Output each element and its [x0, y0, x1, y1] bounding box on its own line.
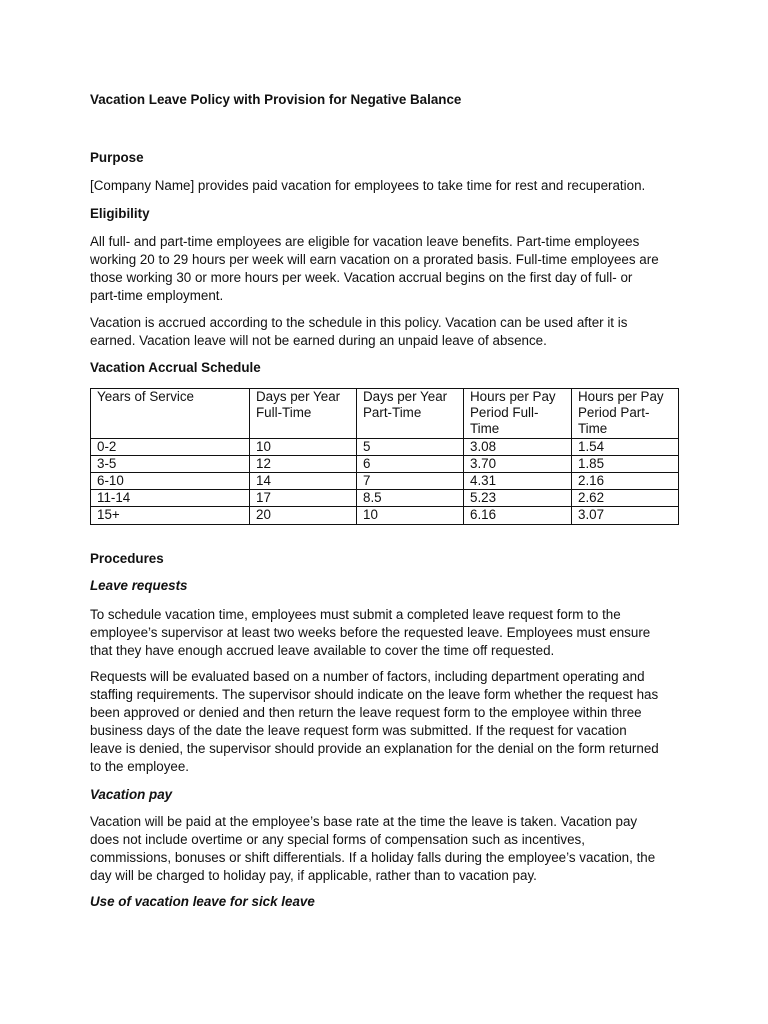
- table-row: [91, 438, 679, 455]
- table-cell: 0-2: [91, 438, 250, 455]
- table-cell: 8.5: [357, 490, 464, 507]
- text-line: business days of the date the leave request form was submitted. If the request for vacation: [90, 723, 627, 739]
- table-cell: 1.85: [572, 455, 679, 472]
- text-line: that they have enough accrued leave available to cover the time off requested.: [90, 643, 555, 659]
- header-line: Years of Service: [97, 389, 195, 404]
- table-cell: 11-14: [91, 490, 250, 507]
- table-cell: 4.31: [464, 473, 572, 490]
- text-line: to the employee.: [90, 759, 190, 775]
- text-line: [Company Name] provides paid vacation for employees to take time for rest and recuperation.: [90, 178, 646, 193]
- table-cell: 7: [357, 473, 464, 490]
- column-header-days-part-time: [357, 389, 464, 439]
- procedures-heading: Procedures: [90, 551, 164, 566]
- eligibility-paragraph-2: [90, 314, 680, 350]
- table-cell: 2.16: [572, 473, 679, 490]
- header-line: Time: [470, 421, 500, 437]
- column-header-hours-part-time: [572, 389, 679, 439]
- header-line: Period Part-: [578, 405, 650, 421]
- purpose-heading: Purpose: [90, 150, 144, 165]
- leave-requests-paragraph-1: [90, 606, 680, 660]
- column-header-hours-full-time: [464, 389, 572, 439]
- table-cell: 17: [250, 490, 357, 507]
- table-cell: 6-10: [91, 473, 250, 490]
- vacation-pay-subheading: Vacation pay: [90, 787, 173, 802]
- table-row: [91, 507, 679, 524]
- text-line: been approved or denied and then return the leave request form to the employee within three: [90, 705, 642, 721]
- text-line: commissions, bonuses or shift differentials. If a holiday falls during the employee’s vacation, the: [90, 850, 656, 866]
- table-cell: 2.62: [572, 490, 679, 507]
- text-line: All full- and part-time employees are eligible for vacation leave benefits. Part-time employees: [90, 234, 640, 249]
- column-header-years: [91, 389, 250, 439]
- header-line: Full-Time: [256, 405, 312, 421]
- header-line: Hours per Pay: [470, 389, 556, 404]
- purpose-text: [90, 177, 680, 195]
- header-line: Days per Year: [256, 389, 341, 404]
- table-cell: 10: [250, 438, 357, 455]
- table-row: [91, 490, 679, 507]
- text-line: working 20 to 29 hours per week will earn vacation on a prorated basis. Full-time employees are: [90, 252, 659, 268]
- table-cell: 1.54: [572, 438, 679, 455]
- table-cell: 5: [357, 438, 464, 455]
- accrual-schedule-table: [90, 388, 679, 525]
- text-line: part-time employment.: [90, 288, 224, 304]
- document-title: Vacation Leave Policy with Provision for Negative Balance: [90, 92, 462, 107]
- table-cell: 15+: [91, 507, 250, 524]
- text-line: day will be charged to holiday pay, if applicable, rather than to vacation pay.: [90, 868, 537, 884]
- table-cell: 6: [357, 455, 464, 472]
- text-line: Vacation will be paid at the employee’s base rate at the time the leave is taken. Vacation pay: [90, 814, 638, 829]
- table-cell: 6.16: [464, 507, 572, 524]
- text-line: earned. Vacation leave will not be earned during an unpaid leave of absence.: [90, 333, 547, 349]
- text-line: To schedule vacation time, employees must submit a completed leave request form to the: [90, 607, 621, 622]
- leave-requests-subheading: Leave requests: [90, 578, 188, 593]
- text-line: employee’s supervisor at least two weeks before the requested leave. Employees must ensure: [90, 625, 651, 641]
- text-line: those working 30 or more hours per week. Vacation accrual begins on the first day of full- or: [90, 270, 633, 286]
- table-cell: 3-5: [91, 455, 250, 472]
- table-cell: 3.08: [464, 438, 572, 455]
- vacation-pay-paragraph: [90, 813, 680, 885]
- eligibility-heading: Eligibility: [90, 206, 150, 221]
- accrual-schedule-heading: Vacation Accrual Schedule: [90, 360, 261, 375]
- header-line: Days per Year: [363, 389, 448, 404]
- leave-requests-paragraph-2: [90, 668, 680, 777]
- table-cell: 3.07: [572, 507, 679, 524]
- table-cell: 5.23: [464, 490, 572, 507]
- text-line: leave is denied, the supervisor should provide an explanation for the denial on the form returned: [90, 741, 659, 757]
- column-header-days-full-time: [250, 389, 357, 439]
- text-line: Requests will be evaluated based on a number of factors, including department operating and: [90, 669, 645, 684]
- header-line: Hours per Pay: [578, 389, 664, 404]
- sick-leave-subheading: Use of vacation leave for sick leave: [90, 894, 315, 909]
- text-line: staffing requirements. The supervisor should indicate on the leave form whether the request has: [90, 687, 659, 703]
- text-line: does not include overtime or any special forms of compensation such as incentives,: [90, 832, 585, 848]
- header-line: Period Full-: [470, 405, 539, 421]
- table-cell: 14: [250, 473, 357, 490]
- text-line: Vacation is accrued according to the schedule in this policy. Vacation can be used after it is: [90, 315, 628, 330]
- header-line: Part-Time: [363, 405, 422, 421]
- table-cell: 12: [250, 455, 357, 472]
- table-row: [91, 473, 679, 490]
- header-line: Time: [578, 421, 608, 437]
- table-header-row: [91, 389, 679, 439]
- table-cell: 10: [357, 507, 464, 524]
- table-cell: 20: [250, 507, 357, 524]
- table-row: [91, 455, 679, 472]
- table-cell: 3.70: [464, 455, 572, 472]
- eligibility-paragraph-1: [90, 233, 680, 305]
